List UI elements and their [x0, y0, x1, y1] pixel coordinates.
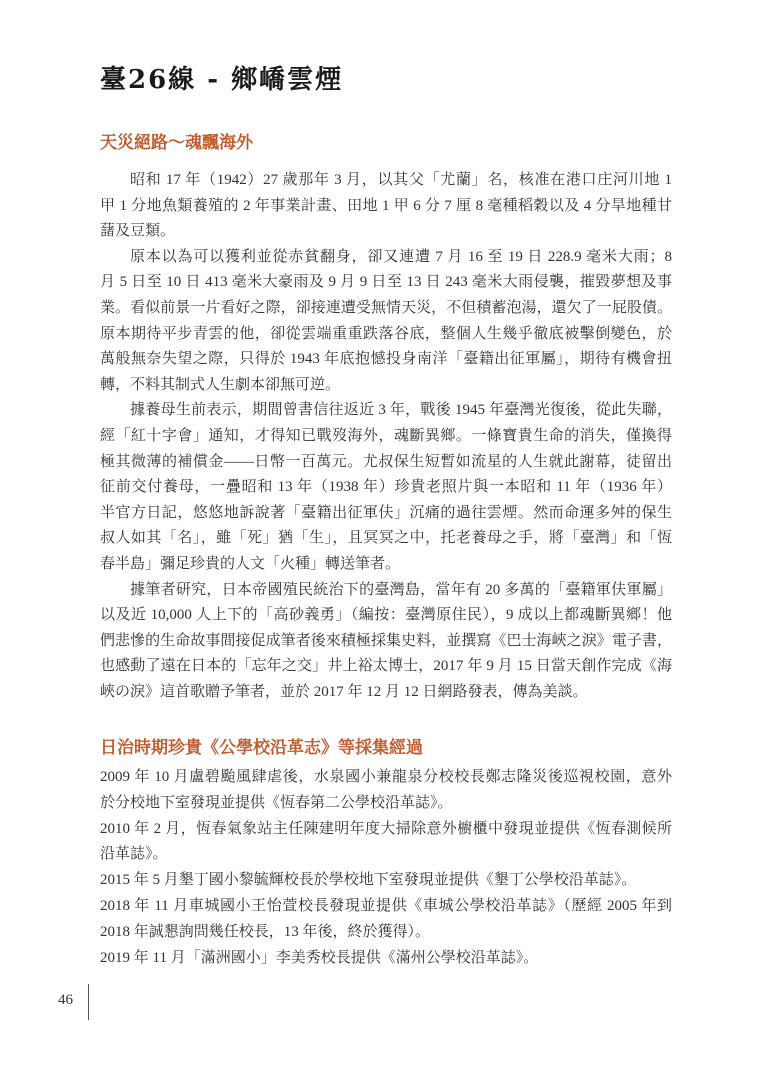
list-item [100, 868, 672, 894]
paragraph-line: 原本期待平步青雲的他，卻從雲端重重跌落谷底，整個人生幾乎徹底被擊倒變色，於 [100, 325, 672, 342]
paragraph-line: 原本以為可以獲利並從赤貧翻身，卻又連遭 7 月 16 至 19 日 228.9 毫米大雨；8 [130, 248, 672, 265]
paragraph-line: 們悲慘的生命故事間接促成筆者後來積極採集史料，並撰寫《巴士海峽之淚》電子書， [100, 632, 672, 649]
paragraph-line: 藷及豆類。 [100, 223, 176, 240]
list-item [100, 765, 672, 817]
page-number-divider [88, 984, 89, 1020]
paragraph-line: 春半島」彌足珍貴的人文「火種」轉送筆者。 [100, 555, 401, 572]
list-item [100, 946, 672, 972]
paragraph-line: 據養母生前表示，期間曾書信往返近 3 年，戰後 1945 年臺灣光復後，從此失聯， [130, 402, 672, 419]
paragraph-line: 以及近 10,000 人上下的「高砂義勇」（編按：臺灣原住民），9 成以上都魂斷異鄉！他 [100, 607, 672, 624]
paragraph-line: 轉，不料其制式人生劇本卻無可逆。 [100, 376, 341, 393]
paragraph-line: 半官方日記，悠悠地訴說著「臺籍出征軍伕」沉痛的過往雲煙。然而命運多舛的保生 [100, 504, 672, 521]
paragraph-line: 據筆者研究，日本帝國殖民統治下的臺灣島，當年有 20 多萬的「臺籍軍伕軍屬」 [130, 581, 672, 598]
list-item [100, 894, 672, 946]
paragraph-line: 極其微薄的補償金——日幣一百萬元。尤叔保生短暫如流星的人生就此謝幕，徒留出 [100, 453, 672, 470]
paragraph-line: 甲 1 分地魚類養殖的 2 年事業計畫、田地 1 甲 6 分 7 厘 8 毫種稻穀以及 4 分旱地種甘 [100, 197, 672, 214]
paragraph-line: 2009 年 10 月盧碧颱風肆虐後，水泉國小兼龍泉分校校長鄭志隆災後巡視校園，意外 [100, 769, 672, 785]
paragraph [100, 168, 672, 245]
paragraph-line: 沿革誌》。 [100, 846, 168, 863]
paragraph [100, 245, 672, 399]
paragraph-line: 2015 年 5 月墾丁國小黎毓輝校長於學校地下室發現並提供《墾丁公學校沿革誌》。 [100, 872, 637, 889]
section-heading: 日治時期珍貴《公學校沿革志》等採集經過 [100, 738, 423, 758]
section-heading: 天災絕路～魂飄海外 [100, 133, 253, 153]
paragraph-line: 峽の淚》這首歌贈予筆者，並於 2017 年 12 月 12 日網路發表，傳為美談。 [100, 683, 588, 700]
paragraph [100, 398, 672, 577]
paragraph-line: 萬般無奈失望之際，只得於 1943 年底抱憾投身南洋「臺籍出征軍屬」，期待有機會扭 [100, 351, 672, 368]
paragraph-line: 經「紅十字會」通知，才得知已戰歿海外，魂斷異鄉。一條寶貴生命的消失，僅換得 [100, 427, 672, 444]
paragraph-line: 2018 年誠懇詢問幾任校長，13 年後，終於獲得）。 [100, 923, 431, 940]
paragraph-line: 也感動了遠在日本的「忘年之交」井上裕太博士，2017 年 9 月 15 日當天創作完成《海 [100, 658, 672, 675]
paragraph-line: 於分校地下室發現並提供《恆春第二公學校沿革誌》。 [100, 794, 453, 811]
paragraph [100, 578, 672, 706]
paragraph-line: 2019 年 11 月「滿洲國小」李美秀校長提供《滿州公學校沿革誌》。 [100, 949, 539, 966]
paragraph-line: 叔人如其「名」，雖「死」猶「生」，且冥冥之中，托老養母之手，將「臺灣」和「恆 [100, 530, 672, 547]
paragraph-line: 2018 年 11 月車城國小王怡萱校長發現並提供《車城公學校沿革誌》（歷經 2005 年到 [100, 897, 672, 914]
section-body [100, 765, 672, 971]
paragraph-line: 征前交付養母，一疊昭和 13 年（1938 年）珍貴老照片與一本昭和 11 年（1936 年） [100, 479, 672, 496]
running-header-title: 臺26線 - 鄉嶠雲煙 [100, 65, 344, 95]
paragraph-line: 業。看似前景一片看好之際，卻接連遭受無情天災，不但積蓄泡湯，還欠了一屁股債。 [100, 299, 672, 316]
paragraph-line: 2010 年 2 月，恆春氣象站主任陳建明年度大掃除意外櫥櫃中發現並提供《恆春測候所 [100, 820, 672, 837]
paragraph-line: 昭和 17 年（1942）27 歲那年 3 月，以其父「尤蘭」名，核准在港口庄河川地 1 [130, 172, 672, 188]
section-body [100, 168, 672, 705]
list-item [100, 817, 672, 869]
page-number: 46 [58, 992, 73, 1008]
paragraph-line: 月 5 日至 10 日 413 毫米大豪雨及 9 月 9 日至 13 日 243 毫米大雨侵襲，摧毀夢想及事 [100, 274, 672, 291]
